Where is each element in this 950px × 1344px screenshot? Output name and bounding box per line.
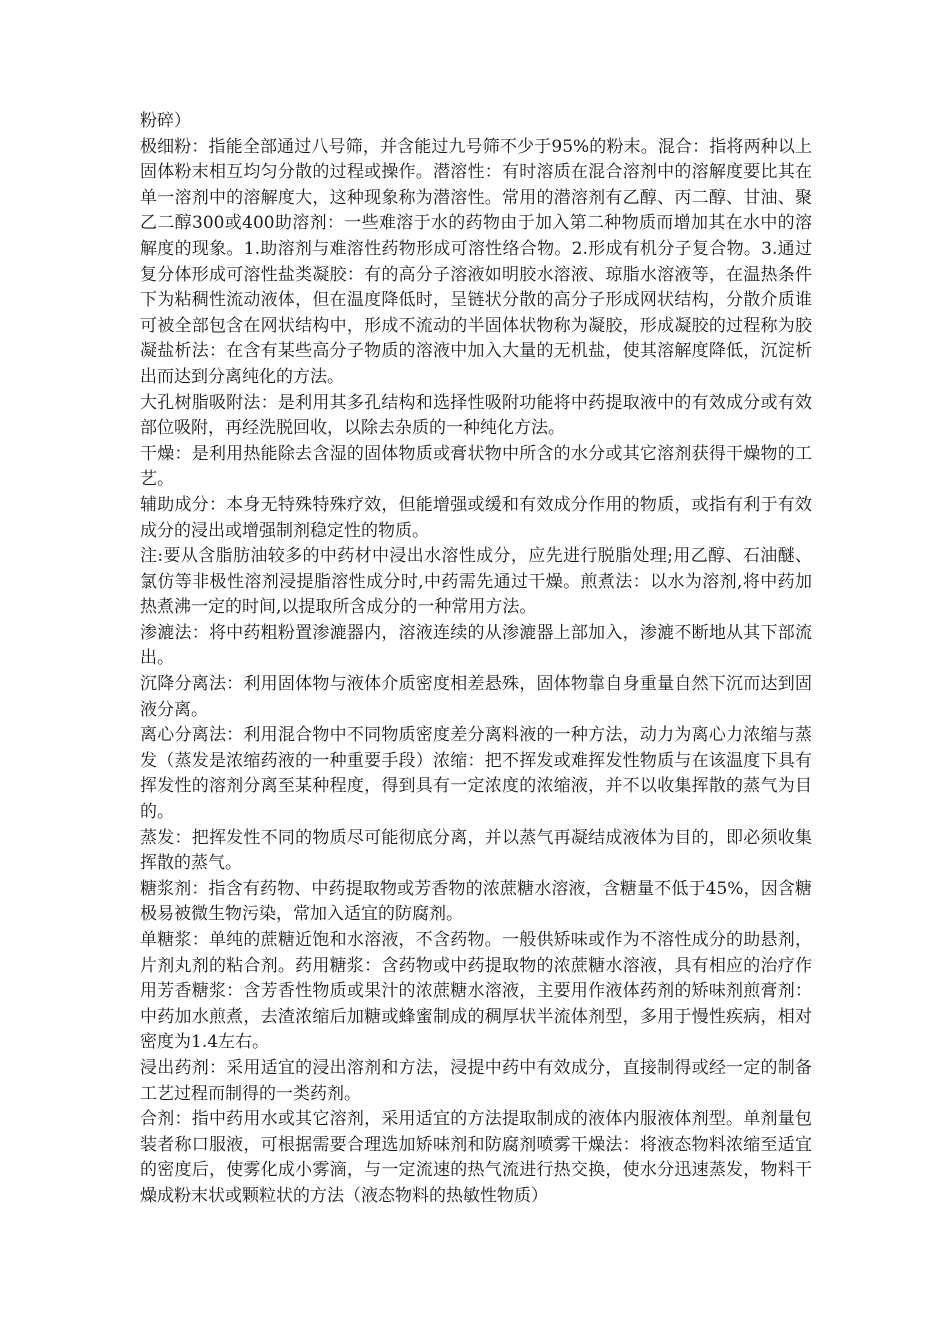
document-body [140,109,812,1210]
paragraph-simple-syrup: 单糖浆：单纯的蔗糖近饱和水溶液，不含药物。一般供矫味或作为不溶性成分的助悬剂，片剂丸剂的粘合剂。药用糖浆：含药物或中药提取物的浓蔗糖水溶液，具有相应的治疗作用芳香糖浆：含芳香性物质或果汁的浓蔗糖水溶液，主要用作液体药剂的矫味剂煎膏剂：中药加水煎煮，去渣浓缩后加糖或蜂蜜制成的稠厚状半流体剂型，多用于慢性疾病，相对密度为1.4左右。 [140,930,812,1053]
paragraph-sedimentation: 沉降分离法：利用固体物与液体介质密度相差悬殊，固体物靠自身重量自然下沉而达到固液分离。 [140,674,812,720]
paragraph-macroporous-resin: 大孔树脂吸附法：是利用其多孔结构和选择性吸附功能将中药提取液中的有效成分或有效部位吸附，再经洗脱回收，以除去杂质的一种纯化方法。 [140,392,812,439]
paragraph-auxiliary-components: 辅助成分：本身无特殊特殊疗效，但能增强或缓和有效成分作用的物质，或指有利于有效成分的浸出或增强制剂稳定性的物质。 [140,494,812,541]
paragraph-extract-preparations: 浸出药剂：采用适宜的浸出溶剂和方法，浸提中药中有效成分，直接制得或经一定的制备工艺过程而制得的一类药剂。 [140,1057,812,1104]
paragraph-drying: 干燥：是利用热能除去含湿的固体物质或膏状物中所含的水分或其它溶剂获得干燥物的工艺。 [140,443,812,490]
paragraph-ultrafine-powder: 极细粉：指能全部通过八号筛，并含能过九号筛不少于95%的粉末。混合：指将两种以上固体粉末相互均匀分散的过程或操作。潜溶性：有时溶质在混合溶剂中的溶解度要比其在单一溶剂中的溶解度大，这种现象称为潜溶性。常用的潜溶剂有乙醇、丙二醇、甘油、聚乙二醇300或400助溶剂：一些难溶于水的药物由于加入第二种物质而增加其在水中的溶解度的现象。1.助溶剂与难溶性药物形成可溶性络合物。2.形成有机分子复合物。3.通过复分体形成可溶性盐类凝胶：有的高分子溶液如明胶水溶液、琼脂水溶液等，在温热条件下为粘稠性流动液体，但在温度降低时，呈链状分散的高分子形成网状结构，分散介质谁可被全部包含在网状结构中，形成不流动的半固体状物称为凝胶，形成凝胶的过程称为胶凝盐析法：在含有某些高分子物质的溶液中加入大量的无机盐，使其溶解度降低，沉淀析出而达到分离纯化的方法。 [140,136,812,387]
paragraph-note-decoction: 注:要从含脂肪油较多的中药材中浸出水溶性成分，应先进行脱脂处理;用乙醇、石油醚、氯仿等非极性溶剂浸提脂溶性成分时,中药需先通过干燥。煎煮法：以水为溶剂,将中药加热煮沸一定的时间,以提取所含成分的一种常用方法。 [140,546,812,618]
paragraph-centrifugal-separation: 离心分离法：利用混合物中不同物质密度差分离料液的一种方法，动力为离心力浓缩与蒸发（蒸发是浓缩药液的一种重要手段）浓缩：把不挥发或难挥发性物质与在该温度下具有挥发性的溶剂分离至某种程度，得到具有一定浓度的浓缩液，并不以收集挥散的蒸气为目的。 [140,725,812,823]
paragraph-percolation: 渗漉法：将中药粗粉置渗漉器内，溶液连续的从渗漉器上部加入，渗漉不断地从其下部流出。 [140,622,812,669]
paragraph-evaporation: 蒸发：把挥发性不同的物质尽可能彻底分离，并以蒸气再凝结成液体为目的，即必须收集挥散的蒸气。 [140,827,812,874]
paragraph-syrup: 糖浆剂：指含有药物、中药提取物或芳香物的浓蔗糖水溶液，含糖量不低于45%，因含糖极易被微生物污染，常加入适宜的防腐剂。 [140,878,812,925]
paragraph-mixture-spray-drying: 合剂：指中药用水或其它溶剂，采用适宜的方法提取制成的液体内服液体剂型。单剂量包装者称口服液，可根据需要合理选加矫味剂和防腐剂喷雾干燥法：将液态物料浓缩至适宜的密度后，使雾化成小雾滴，与一定流速的热气流进行热交换，使水分迅速蒸发，物料干燥成粉末状或颗粒状的方法（液态物料的热敏性物质） [140,1109,812,1206]
paragraph-fragment-top: 粉碎） [140,111,191,131]
